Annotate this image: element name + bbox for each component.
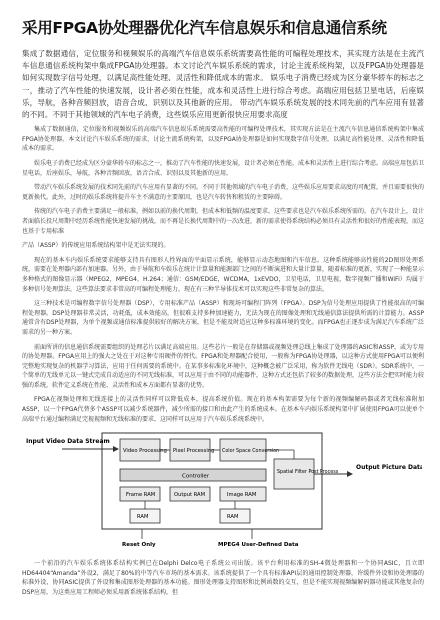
lead-paragraph-tail: 应用要求高度 (242, 110, 288, 120)
reset-label: Reset Only (122, 542, 156, 549)
mpeg4-label: MPEG4 User-Defined Data (218, 542, 299, 549)
lead-paragraph-text: 集成了数据通信，定位服务和视频娱乐的高端汽车信息娱乐系统需要高性能的可编程处理技术，其实现方法是在主流汽车信息通信系统构架中集成FPGA协处理器。本文讨论汽车娱乐系统的需求，讨论主流系统构架，以及FPGA协处理器是如何实现数字信号处理，以满足高性能处理、灵活性和降低成本的需求。 娱乐电子消费已经成为区分豪华轿车的标志之一，推动了汽车性能的快速发展，设计者必须在性能，成本和灵活性上进行综合考虑。高端应用包括卫星电话，后座娱乐，导航，各种音频回放，语音合成、识别以及其他新的应用。 带动汽车娱乐系统发展的技术同先前的汽车应用有显著的不同。不同于其他领域的汽车电子消费，这些娱乐应用更新很快 (22, 49, 424, 120)
body-paragraph: 集成了数据通信，定位服务和视频娱乐的高端汽车信息娱乐系统需要高性能的可编程处理技术，其实现方法是在主流汽车信息通信系统构架中集成FPGA协处理器。本文讨论汽车娱乐系统的需求，讨论主流系统构架，以及FPGA协处理器是如何实现数字信号处理，以满足高性能处理、灵活性和降低成本的需求。 (22, 126, 424, 153)
image-ram-label: Image RAM (227, 492, 257, 499)
output-ram-label: Output RAM (174, 492, 206, 499)
frame-ram-label: Frame RAM (126, 492, 156, 499)
body-paragraph: 娱乐电子消费已经成为区分豪华轿车的标志之一，推动了汽车性能的快速发展，设计者必须在性能，成本和灵活性上进行综合考虑。高端应用包括卫星电话，后座娱乐，导航，各种音频回放，语音合成、识别以及其他新的应用。 (22, 160, 425, 177)
color-space-label: Color Space Conversion (222, 449, 280, 455)
body-paragraph: 现在的基本车内娱乐系统要求能够支持具有图形人性界面的平面显示系统，能够显示动态地图和汽车信息。这种系统能够高性能的2D图形处理系统，需要在处理器内部有加速器。另外，由于导航和车娱乐在统计计算量和能源部门之间的不断演进和大量计算量，随着标准的更新，实现了一种能显示多种格式的图像显示器（MPEG2，MPEG4，H.264；通信：GSM/EDGE，WCDMA，1xEVDO，卫星电话，卫星电视，数字视频广播和WiFi）均属于多种信号处理算法，这些算法要求非常高的可编程处理能力，现在有三种半导体技术可以实现这些非常复杂的算法。 (22, 256, 425, 293)
body-paragraph: 前面所讲的信息通信系统需要组织的处理芯片以满足高端应用。这些芯片一般是在存储器或视频处理总线上集成了处理器的ASIC和ASSP，或为专用的协处理器。FPGA应用上的强大之处在于对这种专用硬件的替代。FPGA和处理器配合使用，一般称为FPGA协处理器，以这种方式使用FPGA可以便利完整地实现复杂的机器学习算法，应用于任何需要的系统中。在某事多标准化环境中，这种概念被广泛采用，称为软件无线电（SDR）。SDR系统中，一个简单的无线单元以一键式完成自动适应的不同无线标准，可以应用于由不同的功能器件，这种方式还包括了较多的数据处理，这些方法会把实时能力较强的系统，软件定义系统在性能、灵活性和成本方面都有显著的优势。 (22, 343, 425, 389)
pixel-processing-label: Pixel Processing (173, 448, 215, 455)
ram-chip-b-label: RAM (227, 514, 239, 521)
page-title: 采用FPGA协处理器优化汽车信息娱乐和信息通信系统 (22, 19, 387, 37)
lead-paragraph (22, 48, 424, 121)
video-processing-label: Video Processing (123, 448, 167, 455)
body-paragraph: 这三种技术是可编程数字信号处理器（DSP），专用标准产品（ASSP）和现场可编程门阵列（FPGA）。DSP为信号处理应用提供了性能很高的可编程处理器。DSP处理器非常灵活，功耗低，成本效能高，但很难支持多种加速能力，无法为现在的图像处理和无线通信算法提供所需的计算能力。ASSP通常含有DSP处理器，为单个视频或通信标准提供较好的解决方案，但是不能及时适应这种多标准环境的变化。而FPGA也正逐步成为满足汽车系统广泛需求的另一种方案。 (22, 300, 424, 336)
input-video-label: Input Video Data Stream (26, 438, 110, 446)
controller-label: Controller (182, 473, 210, 480)
body-paragraph: 一个前沿的汽车娱乐系统体系结构实例已在Delphi Delco电子系统公司出版。该平台利用标准的SH-4微处理器和一个协同ASIC，且立即HD64404“Amanda”外设2，满足了80%的中等汽车市场的基本需求。该系统提供了一个具有标准API层的通用控制处理器，许缓件外设和协处理器的标准外设，协同ASIC提供了外设和集成图形处理器的基本功能。图形处理器支持图形和比例函数的交互，但是不能实现视频编解码器功能或其他复杂的DSP应用，为这类应用工程师必须采用新系统体系结构，但 (22, 560, 424, 597)
body-paragraph: 带动汽车娱乐系统发展的技术同先前的汽车应用有显著的不同。不同于其他领域的汽车电子消费，这些娱乐应用要求高度的可配置，并且需要很快的更新换代。此外，过时的娱乐系统将提升车主不满意的主要原因，也是汽车转售和租赁的主要障碍。 (22, 184, 425, 201)
body-paragraph: 传统的汽车电子消费主要满足一般标准，例如以前的换代周期，但成本和低频的温度要求。这些要求也是汽车娱乐系统所需的。在汽车设计上，设计者面临长投尺周期中经历系统性能快速发展的挑战，而不再是长换代周期中的一次改进，新的需求使得系统结构必须具有灵活性和很好的性能表现，而这也基于专用标准 (22, 208, 425, 235)
output-label: Output Picture Data (356, 464, 422, 472)
body-paragraph: FPGA在视频处理和无线连接上的灵活性同样可以降低成本，提高系统价值。现在的基本构架需要为每个新的视频编解码器或者无线标准附加ASSP，以一个FPGA代替多个ASSP可以减少系统器件，减少所需的接口和由此产生的系统成本。在基本车内娱乐系统构架中扩展使用FPGA可以使单个高端平台通过编程满足完视视频和无线标准的要求，这同样可以应用于汽车娱乐系统系统中。 (22, 396, 424, 423)
spatial-filter-label: Spatial Filter Post Process (277, 470, 339, 476)
body-paragraph: 产品（ASSP）的传统应用系统结构架中是无法实现的。 (22, 242, 170, 250)
ram-chip-a-label: RAM (137, 514, 149, 521)
block-diagram-svg (22, 429, 422, 549)
block-diagram (22, 429, 424, 553)
